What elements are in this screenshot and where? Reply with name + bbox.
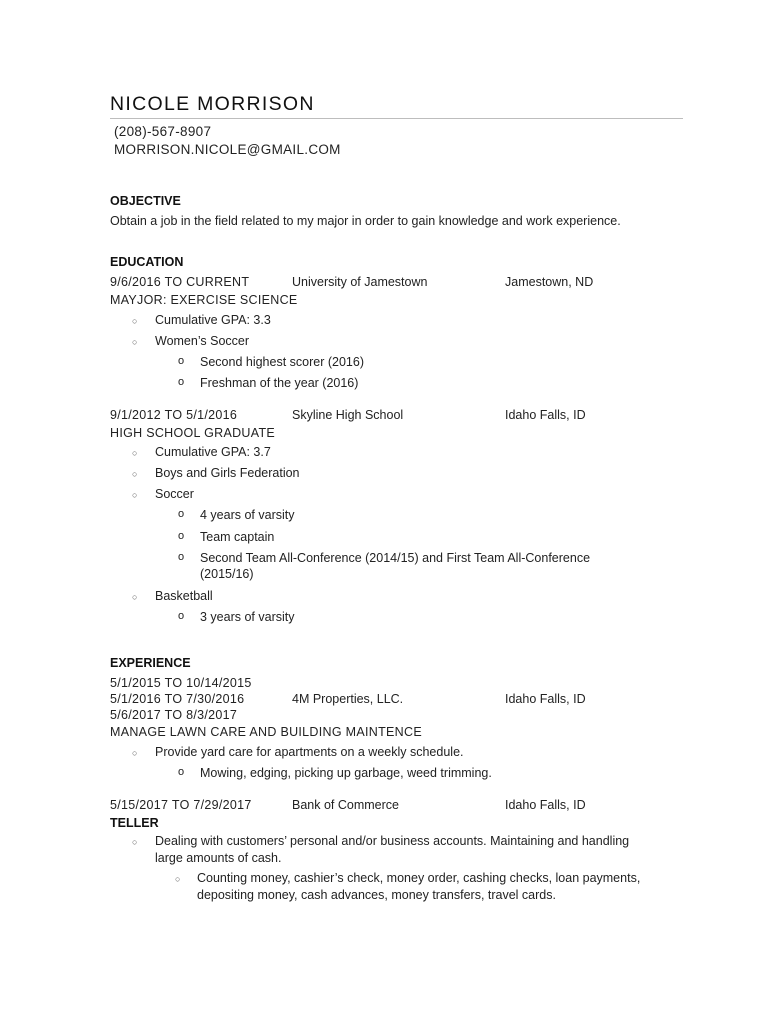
phone-number: (208)-567-8907: [114, 124, 212, 139]
sub-list-item: 3 years of varsity: [200, 610, 295, 624]
bullet-o-icon: o: [178, 508, 185, 520]
edu1-school: University of Jamestown: [292, 275, 428, 289]
email-address: MORRISON.NICOLE@GMAIL.COM: [114, 142, 341, 157]
list-item: Cumulative GPA: 3.7: [155, 445, 271, 459]
list-item: Cumulative GPA: 3.3: [155, 313, 271, 327]
sub-list-item: Second Team All-Conference (2014/15) and First Team All-Conference: [200, 551, 591, 565]
edu2-location: Idaho Falls, ID: [505, 408, 586, 422]
edu2-subtitle: HIGH SCHOOL GRADUATE: [110, 426, 276, 440]
edu1-dates: 9/6/2016 TO CURRENT: [110, 275, 250, 289]
exp1-dates-3: 5/6/2017 TO 8/3/2017: [110, 708, 238, 722]
bullet-o-icon: o: [178, 355, 185, 367]
bullet-circle-icon: ○: [132, 337, 138, 347]
header-divider: [110, 118, 683, 119]
bullet-circle-icon: ○: [132, 837, 138, 847]
sub-list-item: Freshman of the year (2016): [200, 376, 359, 390]
bullet-o-icon: o: [178, 376, 185, 388]
exp2-location: Idaho Falls, ID: [505, 798, 586, 812]
list-item: Soccer: [155, 487, 194, 501]
bullet-circle-icon: ○: [132, 448, 138, 458]
objective-text: Obtain a job in the field related to my major in order to gain knowledge and work experience.: [110, 214, 621, 228]
list-item-continued: large amounts of cash.: [155, 851, 282, 865]
bullet-circle-icon: ○: [132, 316, 138, 326]
list-item: Women’s Soccer: [155, 334, 250, 348]
bullet-o-icon: o: [178, 610, 185, 622]
exp2-title: TELLER: [110, 816, 159, 830]
exp1-company: 4M Properties, LLC.: [292, 692, 404, 706]
list-item: Boys and Girls Federation: [155, 466, 300, 480]
exp1-title: MANAGE LAWN CARE AND BUILDING MAINTENCE: [110, 725, 422, 739]
sub-list-item: Team captain: [200, 530, 275, 544]
edu2-school: Skyline High School: [292, 408, 404, 422]
bullet-circle-icon: ○: [132, 490, 138, 500]
sub-list-item: 4 years of varsity: [200, 508, 295, 522]
exp1-dates-1: 5/1/2015 TO 10/14/2015: [110, 676, 252, 690]
sub-list-item: Counting money, cashier’s check, money order, cashing checks, loan payments,: [197, 871, 641, 885]
list-item: Dealing with customers’ personal and/or business accounts. Maintaining and handling: [155, 834, 630, 848]
edu1-major: MAYJOR: EXERCISE SCIENCE: [110, 293, 298, 307]
sub-list-item-continued: depositing money, cash advances, money transfers, travel cards.: [197, 888, 556, 902]
bullet-circle-icon: ○: [132, 592, 138, 602]
sub-list-item: Mowing, edging, picking up garbage, weed trimming.: [200, 766, 492, 780]
list-item: Basketball: [155, 589, 213, 603]
bullet-circle-icon: ○: [132, 748, 138, 758]
list-item: Provide yard care for apartments on a weekly schedule.: [155, 745, 464, 759]
exp1-dates-2: 5/1/2016 TO 7/30/2016: [110, 692, 245, 706]
education-heading: EDUCATION: [110, 255, 184, 269]
applicant-name: NICOLE MORRISON: [110, 93, 315, 115]
exp1-location: Idaho Falls, ID: [505, 692, 586, 706]
sub-list-item: Second highest scorer (2016): [200, 355, 364, 369]
bullet-o-icon: o: [178, 530, 185, 542]
bullet-circle-icon: ○: [132, 469, 138, 479]
sub-list-item-continued: (2015/16): [200, 567, 254, 581]
exp2-company: Bank of Commerce: [292, 798, 399, 812]
exp2-dates: 5/15/2017 TO 7/29/2017: [110, 798, 252, 812]
bullet-o-icon: o: [178, 766, 185, 778]
experience-heading: EXPERIENCE: [110, 656, 191, 670]
bullet-o-icon: o: [178, 551, 185, 563]
edu2-dates: 9/1/2012 TO 5/1/2016: [110, 408, 238, 422]
edu1-location: Jamestown, ND: [505, 275, 594, 289]
bullet-circle-icon: ○: [175, 874, 181, 884]
objective-heading: OBJECTIVE: [110, 194, 181, 208]
